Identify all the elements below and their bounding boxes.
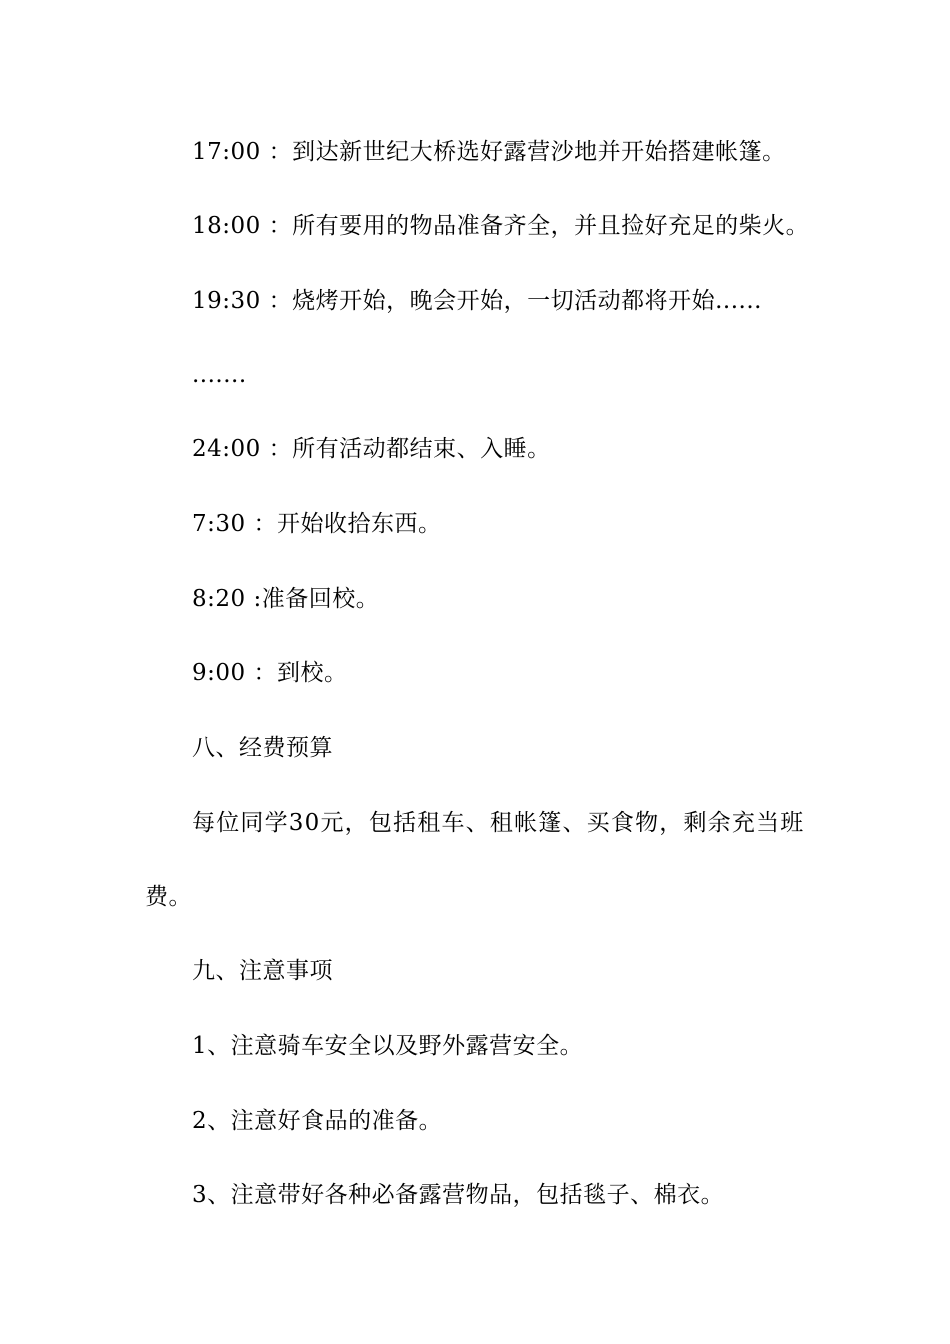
schedule-line-1800: 18:00 ：所有要用的物品准备齐全，并且捡好充足的柴火。 [192,213,810,239]
budget-paragraph-line-1: 每位同学30元，包括租车、租帐篷、买食物，剩余充当班 [192,810,805,836]
note-item-1: 1、注意骑车安全以及野外露营安全。 [192,1033,584,1059]
schedule-line-2400: 24:00 ：所有活动都结束、入睡。 [192,436,551,462]
note-item-3: 3、注意带好各种必备露营物品，包括毯子、棉衣。 [192,1182,725,1208]
section-heading-notes: 九、注意事项 [192,958,333,984]
schedule-line-1700: 17:00 ：到达新世纪大桥选好露营沙地并开始搭建帐篷。 [192,139,786,165]
section-heading-budget: 八、经费预算 [192,735,333,761]
schedule-line-0730: 7:30 ：开始收拾东西。 [192,511,442,537]
schedule-line-1930: 19:30 ：烧烤开始，晚会开始，一切活动都将开始...... [192,288,762,314]
ellipsis-line: ....... [192,362,247,388]
note-item-2: 2、注意好食品的准备。 [192,1108,443,1134]
schedule-line-0820: 8:20 :准备回校。 [192,586,380,612]
schedule-line-0900: 9:00 ：到校。 [192,660,348,686]
budget-paragraph-line-2: 费。 [145,884,192,910]
